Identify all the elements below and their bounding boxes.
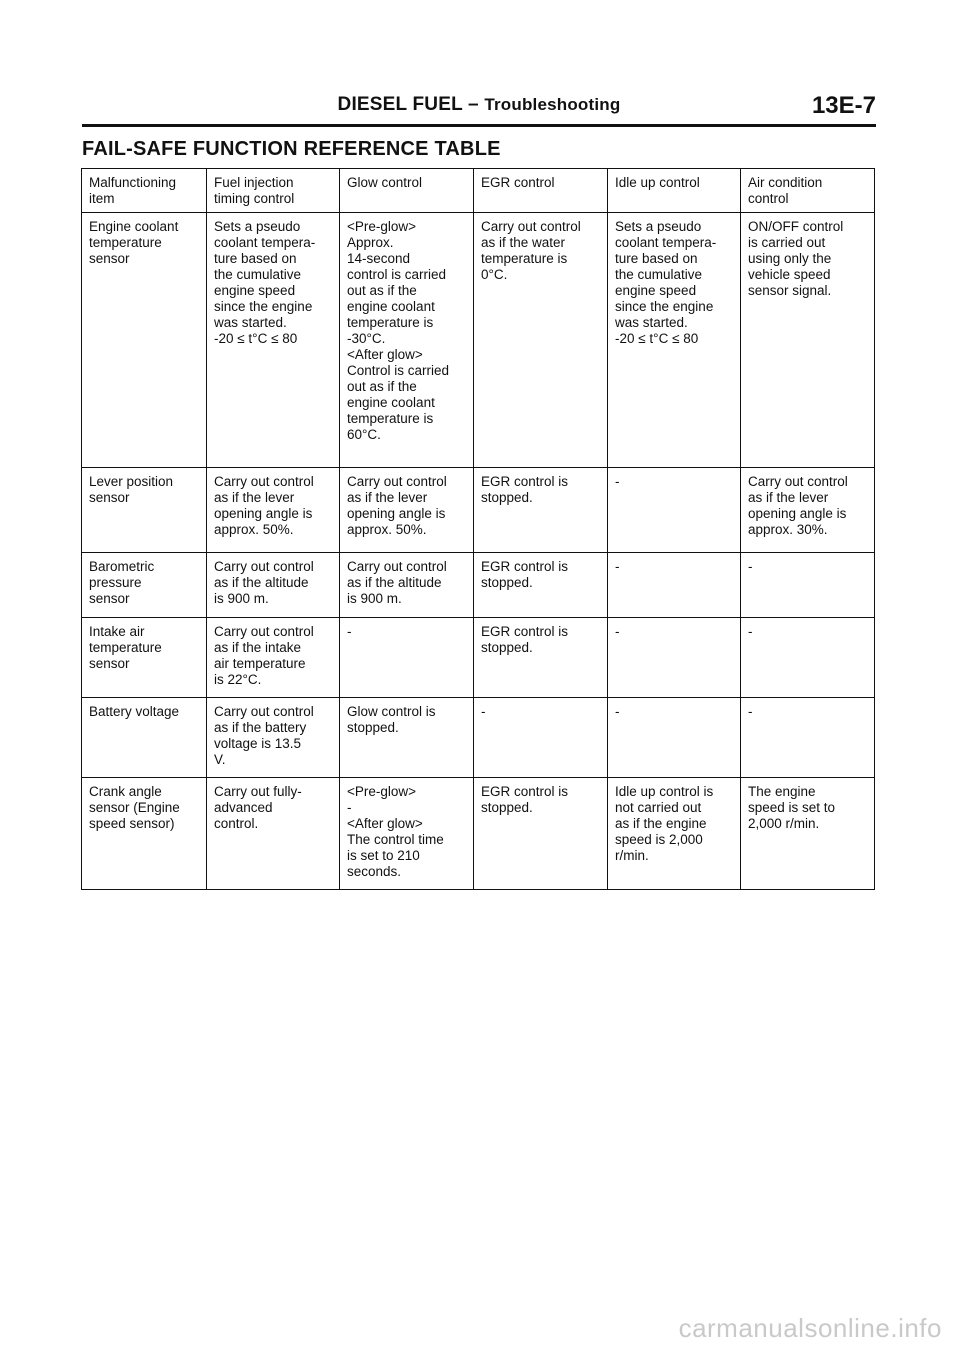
table-row: [82, 468, 875, 553]
table-cell: -: [340, 618, 474, 698]
page-number: 13E-7: [811, 92, 876, 119]
table-cell: -: [474, 698, 608, 778]
header-dash: –: [468, 94, 479, 115]
column-header: Fuel injection timing control: [207, 169, 340, 213]
watermark: carmanualsonline.info: [678, 1313, 942, 1343]
table-cell: -: [741, 698, 875, 778]
table-header-row: [82, 169, 875, 213]
table-cell: EGR control is stopped.: [474, 778, 608, 890]
table-cell: Crank angle sensor (Engine speed sensor): [82, 778, 207, 890]
table-cell: -: [741, 553, 875, 618]
page-header: [82, 90, 876, 127]
table-row: [82, 213, 875, 468]
column-header: Air condition control: [741, 169, 875, 213]
table-cell: -: [741, 618, 875, 698]
table-row: [82, 553, 875, 618]
table-cell: Lever position sensor: [82, 468, 207, 553]
table-cell: Carry out control as if the battery voltage is 13.5 V.: [207, 698, 340, 778]
table-cell: Barometric pressure sensor: [82, 553, 207, 618]
header-section: DIESEL FUEL: [337, 94, 463, 115]
table-cell: <Pre-glow> - <After glow> The control time is set to 210 seconds.: [340, 778, 474, 890]
header-subsection: Troubleshooting: [484, 95, 621, 114]
table-cell: Carry out fully- advanced control.: [207, 778, 340, 890]
table-cell: Carry out control as if the altitude is 900 m.: [207, 553, 340, 618]
table-title: FAIL-SAFE FUNCTION REFERENCE TABLE: [82, 138, 501, 160]
table-cell: -: [608, 553, 741, 618]
table-cell: Sets a pseudo coolant tempera- ture based on the cumulative engine speed since the engine was started. -20 ≤ t°C ≤ 80: [207, 213, 340, 468]
table-cell: Battery voltage: [82, 698, 207, 778]
table-cell: -: [608, 468, 741, 553]
table-cell: Idle up control is not carried out as if the engine speed is 2,000 r/min.: [608, 778, 741, 890]
table-cell: Carry out control as if the lever opening angle is approx. 50%.: [340, 468, 474, 553]
table-cell: -: [608, 618, 741, 698]
table-row: [82, 618, 875, 698]
table-cell: Sets a pseudo coolant tempera- ture based on the cumulative engine speed since the engine was started. -20 ≤ t°C ≤ 80: [608, 213, 741, 468]
table-cell: Carry out control as if the altitude is 900 m.: [340, 553, 474, 618]
fail-safe-reference-table: [81, 168, 875, 890]
header-title: [82, 94, 876, 116]
table-cell: Glow control is stopped.: [340, 698, 474, 778]
table-cell: Carry out control as if the water temperature is 0°C.: [474, 213, 608, 468]
table-cell: EGR control is stopped.: [474, 553, 608, 618]
table-cell: EGR control is stopped.: [474, 618, 608, 698]
column-header: EGR control: [474, 169, 608, 213]
table-cell: <Pre-glow> Approx. 14-second control is carried out as if the engine coolant temperature is -30°C. <After glow> Control is carried out as if the engine coolant temperature is 60°C.: [340, 213, 474, 468]
table-row: [82, 778, 875, 890]
table-cell: ON/OFF control is carried out using only the vehicle speed sensor signal.: [741, 213, 875, 468]
table-cell: Carry out control as if the lever opening angle is approx. 30%.: [741, 468, 875, 553]
table-cell: Carry out control as if the intake air temperature is 22°C.: [207, 618, 340, 698]
table-cell: EGR control is stopped.: [474, 468, 608, 553]
column-header: Idle up control: [608, 169, 741, 213]
table-row: [82, 698, 875, 778]
table-cell: -: [608, 698, 741, 778]
table-cell: The engine speed is set to 2,000 r/min.: [741, 778, 875, 890]
column-header: Glow control: [340, 169, 474, 213]
table-cell: Engine coolant temperature sensor: [82, 213, 207, 468]
table-cell: Carry out control as if the lever opening angle is approx. 50%.: [207, 468, 340, 553]
table-cell: Intake air temperature sensor: [82, 618, 207, 698]
column-header: Malfunctioning item: [82, 169, 207, 213]
